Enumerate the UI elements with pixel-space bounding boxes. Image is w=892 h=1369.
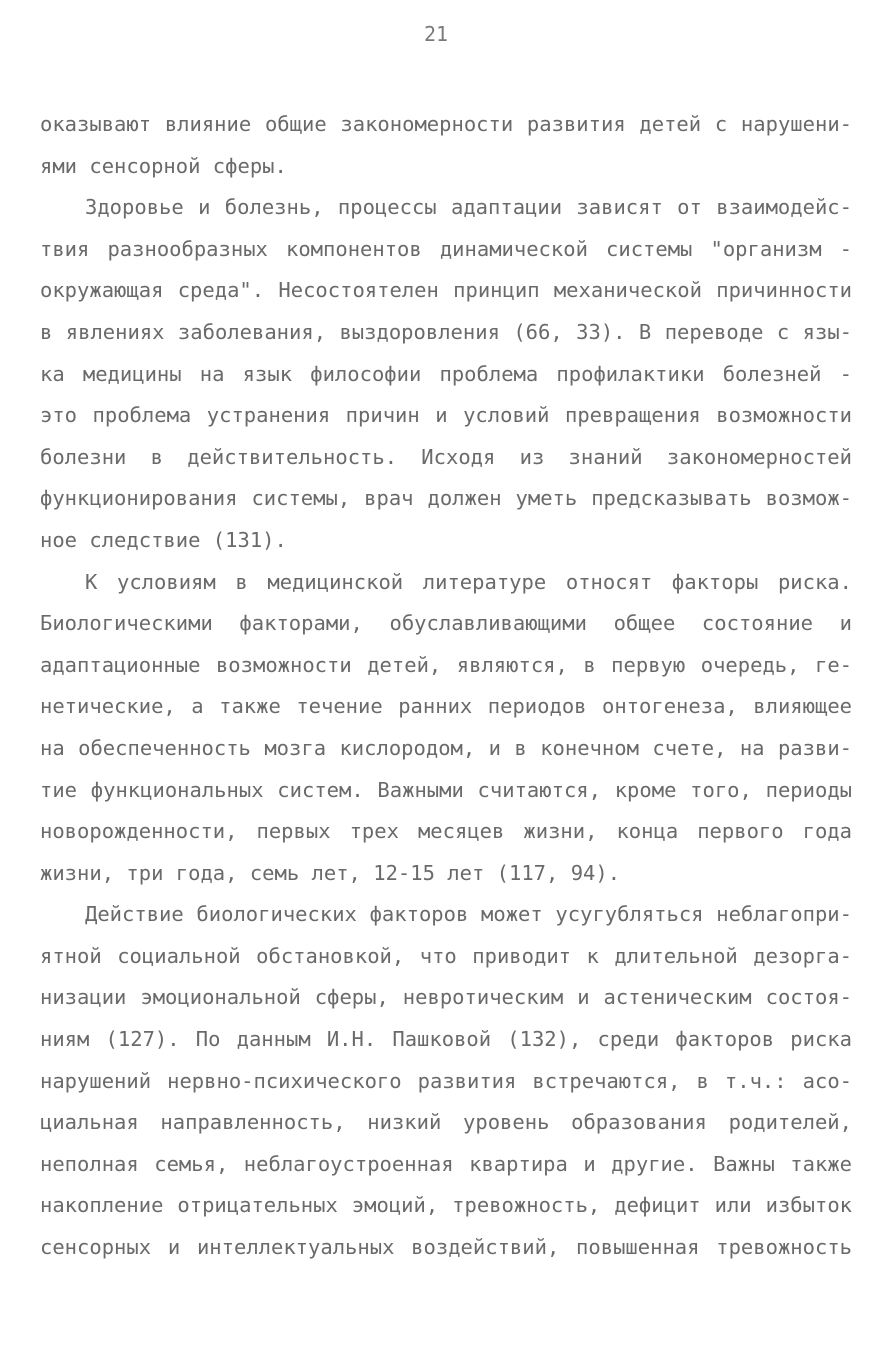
text-line: на обеспеченность мозга кислородом, и в конечном счете, на разви-: [40, 735, 852, 760]
text-line: Здоровье и болезнь, процессы адаптации зависят от взаимодейс-: [85, 195, 852, 220]
body-text: [40, 104, 852, 1269]
text-line: это проблема устранения причин и условий превращения возможности: [40, 403, 852, 428]
text-line: окружающая среда". Несостоятелен принцип механической причинности: [40, 278, 852, 303]
text-line: жизни, три года, семь лет, 12-15 лет (117, 94).: [40, 860, 621, 885]
text-line: нетические, а также течение ранних периодов онтогенеза, влияющее: [40, 694, 852, 719]
text-line: ятной социальной обстановкой, что приводит к длительной дезорга-: [40, 943, 852, 968]
text-line: болезни в действительность. Исходя из знаний закономерностей: [40, 444, 852, 469]
text-line: неполная семья, неблагоустроенная квартира и другие. Важны также: [40, 1151, 852, 1176]
text-line: сенсорных и интеллектуальных воздействий, повышенная тревожность: [40, 1235, 852, 1260]
text-line: ка медицины на язык философии проблема профилактики болезней -: [40, 361, 852, 386]
text-line: тие функциональных систем. Важными считаются, кроме того, периоды: [40, 777, 852, 802]
text-line: в явлениях заболевания, выздоровления (66, 33). В переводе с язы-: [40, 319, 852, 344]
text-line: оказывают влияние общие закономерности развития детей с нарушени-: [40, 112, 852, 136]
text-line: адаптационные возможности детей, являются, в первую очередь, ге-: [40, 652, 852, 677]
text-line: нарушений нервно-психического развития встречаются, в т.ч.: асо-: [40, 1068, 852, 1093]
text-line: циальная направленность, низкий уровень образования родителей,: [40, 1110, 852, 1135]
text-line: ное следствие (131).: [40, 527, 287, 552]
text-line: накопление отрицательных эмоций, тревожность, дефицит или избыток: [40, 1193, 852, 1218]
text-line: ями сенсорной сферы.: [40, 153, 287, 178]
text-line: К условиям в медицинской литературе относят факторы риска.: [85, 569, 852, 594]
text-line: новорожденности, первых трех месяцев жизни, конца первого года: [40, 819, 852, 844]
text-line: функционирования системы, врач должен уметь предсказывать возмож-: [40, 486, 852, 511]
text-line: низации эмоциональной сферы, невротическим и астеническим состоя-: [40, 985, 852, 1010]
text-line: Биологическими факторами, обуславливающими общее состояние и: [40, 611, 852, 636]
text-line: ниям (127). По данным И.Н. Пашковой (132), среди факторов риска: [40, 1027, 852, 1052]
text-line: твия разнообразных компонентов динамической системы "организм -: [40, 236, 852, 261]
text-line: Действие биологических факторов может усугубляться неблагопри-: [85, 902, 852, 927]
page-number: 21: [423, 22, 449, 46]
